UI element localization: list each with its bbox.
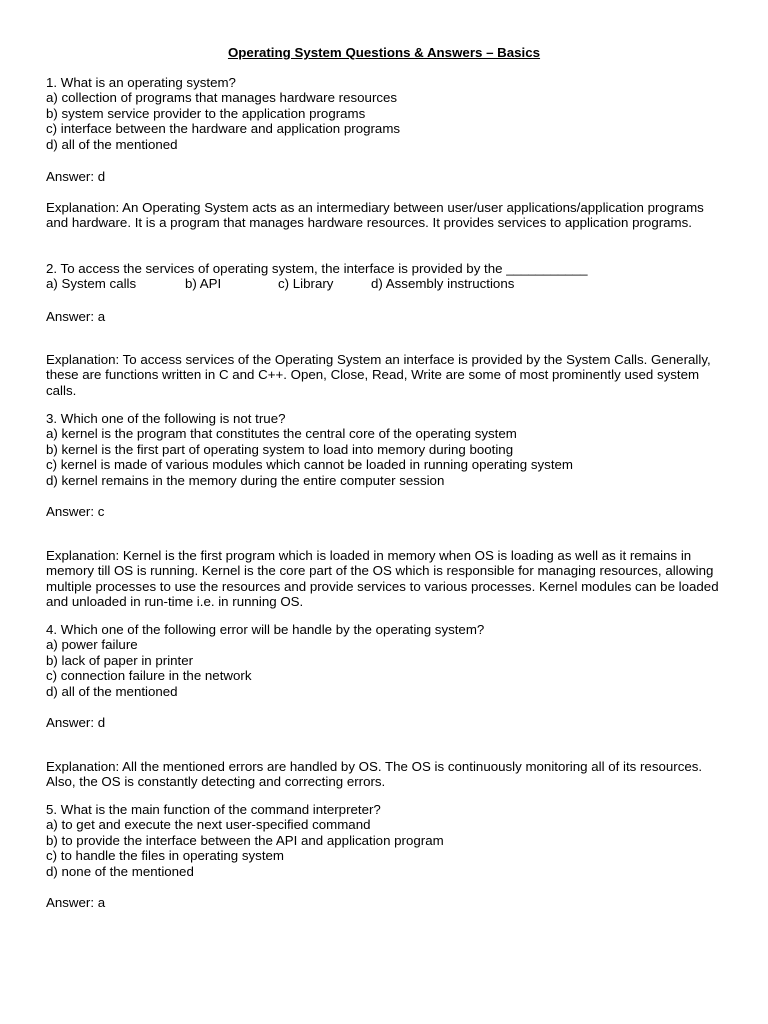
question-text: 2. To access the services of operating system, the interface is provided by the ___________ (46, 261, 588, 276)
question-text: 3. Which one of the following is not true? (46, 411, 286, 426)
option-d: d) Assembly instructions (371, 276, 515, 291)
option-a: a) collection of programs that manages hardware resources (46, 90, 398, 106)
answer-2 (46, 309, 736, 324)
option-b: b) lack of paper in printer (46, 652, 194, 668)
option-a: a) power failure (46, 637, 138, 653)
option-a: a) System calls (46, 276, 137, 291)
question-block-4 (46, 622, 736, 699)
explanation-1: Explanation: An Operating System acts as an intermediary between user/user applications/application programs and hardware. It is a program that manages hardware resources. It provides services to application programs. (46, 200, 704, 231)
option-c: c) kernel is made of various modules which cannot be loaded in running operating system (46, 457, 573, 473)
question-text: 5. What is the main function of the command interpreter? (46, 802, 381, 817)
document-title: Operating System Questions & Answers – Basics (227, 45, 541, 60)
answer-4 (46, 715, 736, 730)
options-row-2 (46, 276, 736, 291)
answer-text: Answer: d (46, 715, 106, 730)
option-d: d) none of the mentioned (46, 863, 194, 879)
answer-text: Answer: c (46, 504, 105, 519)
option-b: b) API (185, 276, 222, 291)
answer-text: Answer: a (46, 895, 106, 910)
answer-3 (46, 504, 736, 519)
answer-5 (46, 895, 736, 910)
question-text: 1. What is an operating system? (46, 75, 236, 90)
answer-1 (46, 169, 736, 184)
option-c: c) interface between the hardware and application programs (46, 121, 401, 137)
option-d: d) kernel remains in the memory during the entire computer session (46, 472, 445, 488)
question-text: 4. Which one of the following error will be handle by the operating system? (46, 622, 485, 637)
question-block-1 (46, 75, 736, 152)
option-b: b) system service provider to the application programs (46, 105, 366, 121)
question-block-5 (46, 802, 736, 879)
option-c: c) connection failure in the network (46, 668, 252, 684)
answer-text: Answer: d (46, 169, 106, 184)
option-b: b) to provide the interface between the API and application program (46, 832, 444, 848)
option-a: a) kernel is the program that constitutes the central core of the operating system (46, 426, 517, 442)
question-block-2 (46, 261, 736, 276)
option-c: c) to handle the files in operating system (46, 848, 284, 864)
option-c: c) Library (278, 276, 334, 291)
explanation-4: Explanation: All the mentioned errors are handled by OS. The OS is continuously monitoring all of its resources. Also, the OS is constantly detecting and correcting errors. (46, 759, 703, 790)
option-b: b) kernel is the first part of operating system to load into memory during booting (46, 441, 514, 457)
explanation-2: Explanation: To access services of the Operating System an interface is provided by the System Calls. Generally, these are functions written in C and C++. Open, Close, Read, Write are some of most prominently used system calls. (46, 352, 711, 398)
explanation-3: Explanation: Kernel is the first program which is loaded in memory when OS is loading as well as it remains in memory till OS is running. Kernel is the core part of the OS which is responsible for managing resources, allowing multiple processes to use the resources and provide services to various processes. Kernel modules can be loaded and unloaded in run-time i.e. in running OS. (46, 548, 719, 610)
option-d: d) all of the mentioned (46, 136, 178, 152)
option-d: d) all of the mentioned (46, 683, 178, 699)
answer-text: Answer: a (46, 309, 106, 324)
question-block-3 (46, 411, 736, 488)
option-a: a) to get and execute the next user-specified command (46, 817, 371, 833)
